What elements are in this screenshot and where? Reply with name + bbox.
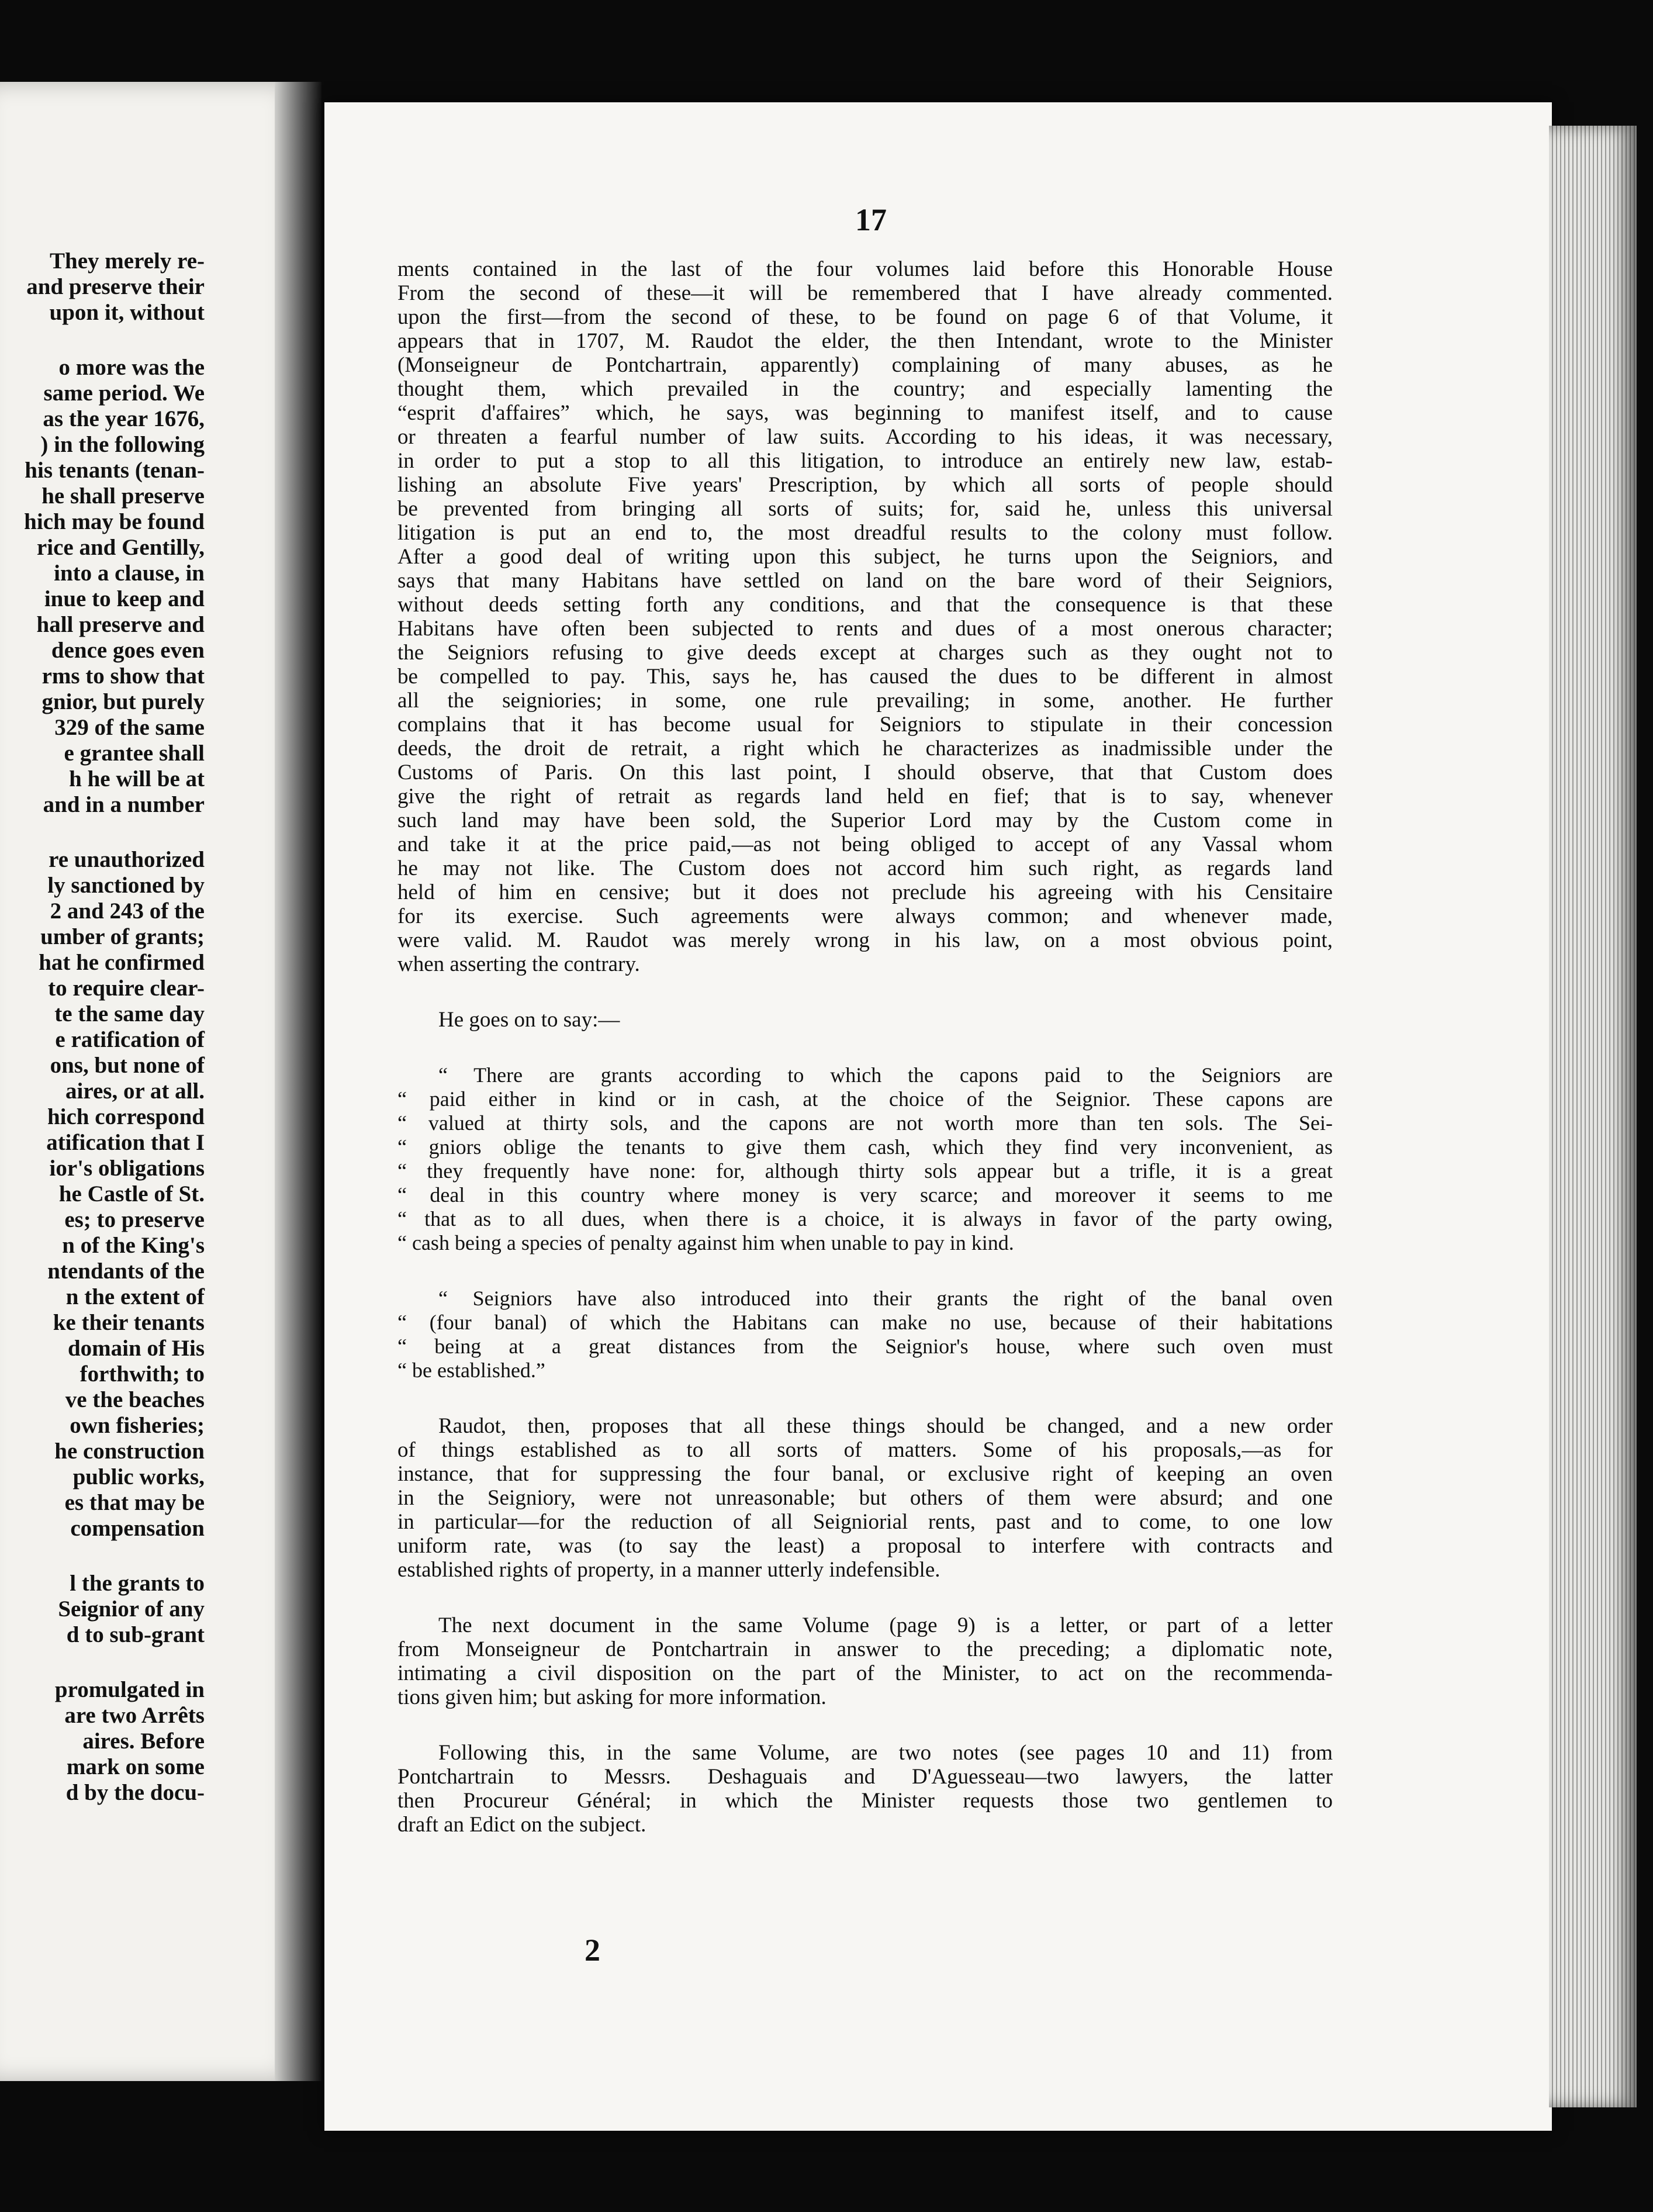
text-line: “ they frequently have none: for, although thirty sols appear but a trifle, it is a great xyxy=(397,1159,1333,1183)
previous-page-line: ke their tenants xyxy=(53,1310,205,1335)
text-line: for its exercise. Such agreements were always common; and whenever made, xyxy=(397,904,1333,928)
text-line: tions given him; but asking for more information. xyxy=(397,1685,826,1709)
previous-page-line: e ratification of xyxy=(55,1027,205,1052)
text-line: After a good deal of writing upon this subject, he turns upon the Seigniors, and xyxy=(397,545,1333,569)
page-body-text xyxy=(397,257,1333,1868)
previous-page-line: e grantee shall xyxy=(64,741,205,766)
paragraph xyxy=(397,1008,1333,1032)
text-line: “ that as to all dues, when there is a choice, it is always in favor of the party owing, xyxy=(397,1207,1333,1231)
previous-page-line: re unauthorized xyxy=(49,847,205,872)
text-line: draft an Edict on the subject. xyxy=(397,1813,646,1837)
text-line: established rights of property, in a manner utterly indefensible. xyxy=(397,1558,940,1582)
book-gutter xyxy=(275,82,321,2081)
previous-page-line: dence goes even xyxy=(51,638,205,663)
text-line: “ There are grants according to which the capons paid to the Seigniors are xyxy=(438,1063,1333,1087)
text-line: were valid. M. Raudot was merely wrong in his law, on a most obvious point, xyxy=(397,928,1333,952)
previous-page-line: he shall preserve xyxy=(42,483,205,509)
text-line: appears that in 1707, M. Raudot the elder, the then Intendant, wrote to the Minister xyxy=(397,329,1333,353)
previous-page-line: own fisheries; xyxy=(70,1413,205,1438)
previous-page-line: d to sub-grant xyxy=(66,1622,205,1647)
text-line: “ valued at thirty sols, and the capons are not worth more than ten sols. The Sei- xyxy=(397,1111,1333,1135)
text-line: “ paid either in kind or in cash, at the choice of the Seignior. These capons are xyxy=(397,1087,1333,1111)
text-line: “esprit d'affaires” which, he says, was beginning to manifest itself, and to cause xyxy=(397,401,1333,425)
text-line: deeds, the droit de retrait, a right which he characterizes as inadmissible under the xyxy=(397,737,1333,761)
text-line: all the seigniories; in some, one rule prevailing; in some, another. He further xyxy=(397,689,1333,713)
text-line: uniform rate, was (to say the least) a proposal to interfere with contracts and xyxy=(397,1534,1333,1558)
previous-page-line: promulgated in xyxy=(54,1677,205,1702)
text-line: in the Seigniory, were not unreasonable; but others of them were absurd; and one xyxy=(397,1486,1333,1510)
text-line: Customs of Paris. On this last point, I should observe, that that Custom does xyxy=(397,761,1333,784)
previous-page xyxy=(0,82,307,2081)
text-line: be compelled to pay. This, says he, has caused the dues to be different in almost xyxy=(397,665,1333,689)
previous-page-line: upon it, without xyxy=(49,300,205,325)
quoted-paragraph xyxy=(397,1287,1333,1382)
text-line: He goes on to say:— xyxy=(438,1008,620,1032)
quoted-paragraph xyxy=(397,1063,1333,1255)
text-line: Habitans have often been subjected to rents and dues of a most onerous character; xyxy=(397,617,1333,641)
previous-page-line: n of the King's xyxy=(62,1233,205,1258)
previous-page-line: and in a number xyxy=(43,792,205,817)
previous-page-line: d by the docu- xyxy=(65,1780,205,1805)
previous-page-line: umber of grants; xyxy=(40,924,205,949)
text-line: in particular—for the reduction of all Seigniorial rents, past and to come, to one low xyxy=(397,1510,1333,1534)
text-line: “ be established.” xyxy=(397,1359,545,1382)
paragraph xyxy=(397,1741,1333,1837)
previous-page-line: he Castle of St. xyxy=(58,1181,205,1207)
text-line: “ deal in this country where money is very scarce; and moreover it seems to me xyxy=(397,1183,1333,1207)
previous-page-line: hall preserve and xyxy=(36,612,205,637)
text-line: litigation is put an end to, the most dreadful results to the colony must follow. xyxy=(397,521,1333,545)
previous-page-line: compensation xyxy=(70,1516,205,1541)
previous-page-line: te the same day xyxy=(54,1001,205,1026)
paragraph xyxy=(397,257,1333,976)
previous-page-line: forthwith; to xyxy=(79,1361,205,1387)
text-line: From the second of these—it will be remembered that I have already commented. xyxy=(397,281,1333,305)
text-line: (Monseigneur de Pontchartrain, apparently) complaining of many abuses, as he xyxy=(397,353,1333,377)
text-line: says that many Habitans have settled on land on the bare word of their Seigniors, xyxy=(397,569,1333,593)
text-line: he may not like. The Custom does not accord him such right, as regards land xyxy=(397,856,1333,880)
previous-page-line: mark on some xyxy=(66,1754,205,1779)
text-line: intimating a civil disposition on the part of the Minister, to act on the recommenda- xyxy=(397,1661,1333,1685)
previous-page-line: inue to keep and xyxy=(44,586,205,611)
text-line: in order to put a stop to all this litigation, to introduce an entirely new law, estab- xyxy=(397,449,1333,473)
previous-page-line: l the grants to xyxy=(70,1571,205,1596)
previous-page-line: rice and Gentilly, xyxy=(36,535,205,560)
page-edges xyxy=(1549,126,1637,2107)
previous-page-line: public works, xyxy=(72,1464,205,1489)
previous-page-line: ntendants of the xyxy=(47,1259,205,1284)
text-line: “ Seigniors have also introduced into their grants the right of the banal oven xyxy=(438,1287,1333,1310)
previous-page-line: ior's obligations xyxy=(49,1156,205,1181)
text-line: be prevented from bringing all sorts of suits; for, said he, unless this universal xyxy=(397,497,1333,521)
page-number: 17 xyxy=(855,202,887,237)
text-line: when asserting the contrary. xyxy=(397,952,640,976)
previous-page-line: atification that I xyxy=(46,1130,205,1155)
text-line: or threaten a fearful number of law suits. According to his ideas, it was necessary, xyxy=(397,425,1333,449)
text-line: such land may have been sold, the Superior Lord may by the Custom come in xyxy=(397,808,1333,832)
text-line: complains that it has become usual for Seigniors to stipulate in their concession xyxy=(397,713,1333,737)
text-line: ments contained in the last of the four volumes laid before this Honorable House xyxy=(397,257,1333,281)
text-line: the Seigniors refusing to give deeds except at charges such as they ought not to xyxy=(397,641,1333,665)
text-line: Pontchartrain to Messrs. Deshaguais and D'Aguesseau—two lawyers, the latter xyxy=(397,1765,1333,1789)
previous-page-line: are two Arrêts xyxy=(64,1703,205,1728)
previous-page-line: hich may be found xyxy=(24,509,205,534)
previous-page-line: gnior, but purely xyxy=(42,689,205,714)
previous-page-line: and preserve their xyxy=(26,274,205,299)
previous-page-line: to require clear- xyxy=(48,976,205,1001)
previous-page-line: hich correspond xyxy=(47,1104,205,1129)
text-line: give the right of retrait as regards land held en fief; that is to say, whenever xyxy=(397,784,1333,808)
previous-page-line: Seignior of any xyxy=(58,1596,205,1622)
previous-page-line: es; to preserve xyxy=(64,1207,205,1232)
previous-page-line: domain of His xyxy=(67,1336,205,1361)
previous-page-line: as the year 1676, xyxy=(43,406,205,431)
previous-page-line: 329 of the same xyxy=(54,715,205,740)
previous-page-line: ons, but none of xyxy=(50,1053,205,1078)
paragraph xyxy=(397,1613,1333,1709)
previous-page-line: ve the beaches xyxy=(65,1387,205,1412)
previous-page-line: hat he confirmed xyxy=(39,950,205,975)
previous-page-line: They merely re- xyxy=(50,248,205,274)
previous-page-line: aires. Before xyxy=(82,1729,205,1754)
previous-page-line: es that may be xyxy=(64,1490,205,1515)
text-line: “ being at a great distances from the Seignior's house, where such oven must xyxy=(397,1335,1333,1358)
text-line: “ gniors oblige the tenants to give them cash, which they find very inconvenient, as xyxy=(397,1135,1333,1159)
paragraph xyxy=(397,1414,1333,1582)
text-line: lishing an absolute Five years' Prescription, by which all sorts of people should xyxy=(397,473,1333,497)
text-line: “ cash being a species of penalty against him when unable to pay in kind. xyxy=(397,1231,1014,1254)
text-line: upon the first—from the second of these, to be found on page 6 of that Volume, it xyxy=(397,305,1333,329)
text-line: instance, that for suppressing the four banal, or exclusive right of keeping an oven xyxy=(397,1462,1333,1486)
previous-page-line: o more was the xyxy=(58,355,205,380)
previous-page-line: h he will be at xyxy=(69,766,205,792)
previous-page-line: rms to show that xyxy=(42,663,205,689)
previous-page-line: he construction xyxy=(54,1439,205,1464)
previous-page-line: same period. We xyxy=(43,381,205,406)
text-line: held of him en censive; but it does not preclude his agreeing with his Censitaire xyxy=(397,880,1333,904)
text-line: The next document in the same Volume (page 9) is a letter, or part of a letter xyxy=(438,1613,1333,1637)
previous-page-line: ly sanctioned by xyxy=(47,873,205,898)
text-line: of things established as to all sorts of matters. Some of his proposals,—as for xyxy=(397,1438,1333,1462)
previous-page-line: ) in the following xyxy=(40,432,205,457)
text-line: “ (four banal) of which the Habitans can make no use, because of their habitations xyxy=(397,1311,1333,1334)
text-line: then Procureur Général; in which the Minister requests those two gentlemen to xyxy=(397,1789,1333,1813)
previous-page-line: 2 and 243 of the xyxy=(50,898,205,924)
text-line: Following this, in the same Volume, are two notes (see pages 10 and 11) from xyxy=(438,1741,1333,1765)
text-line: without deeds setting forth any conditions, and that the consequence is that these xyxy=(397,593,1333,617)
previous-page-line: into a clause, in xyxy=(54,561,205,586)
text-line: Raudot, then, proposes that all these things should be changed, and a new order xyxy=(438,1414,1333,1438)
text-line: and take it at the price paid,—as not being obliged to accept of any Vassal whom xyxy=(397,832,1333,856)
previous-page-line: his tenants (tenan- xyxy=(25,458,205,483)
previous-page-line: aires, or at all. xyxy=(65,1079,205,1104)
signature-mark: 2 xyxy=(585,1933,600,1968)
previous-page-line: n the extent of xyxy=(65,1284,205,1309)
text-line: thought them, which prevailed in the country; and especially lamenting the xyxy=(397,377,1333,401)
text-line: from Monseigneur de Pontchartrain in answer to the preceding; a diplomatic note, xyxy=(397,1637,1333,1661)
